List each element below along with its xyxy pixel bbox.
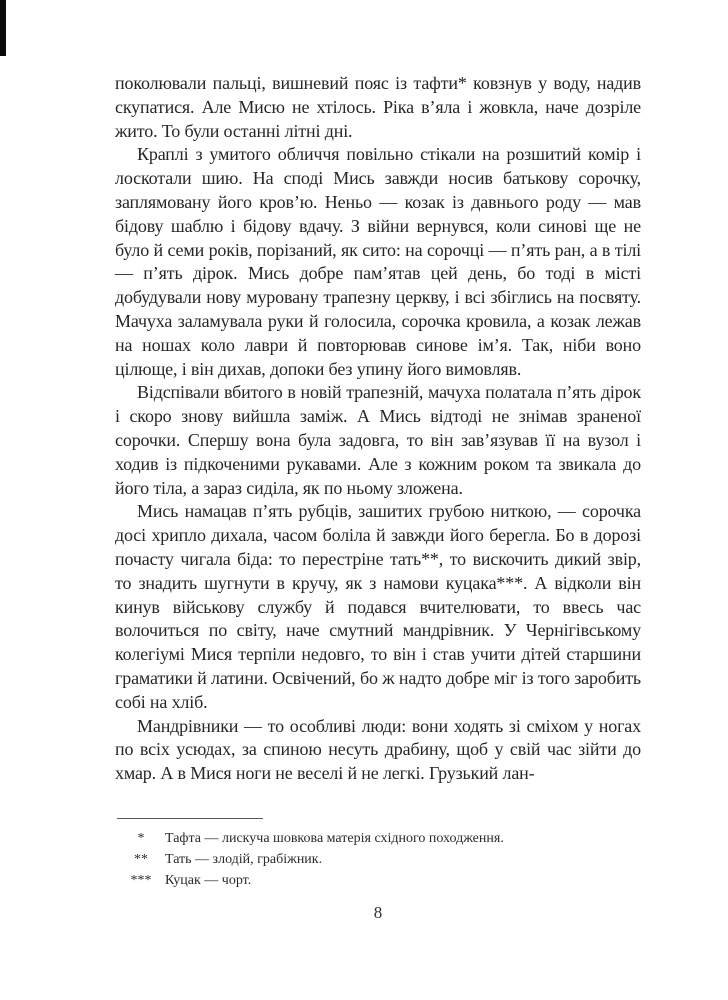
paragraph-continuation: поколювали пальці, вишневий пояс із тафти* ковзнув у воду, надив скупатися. Але Мисю не хтілось. Ріка в’яла і жовкла, наче дозріле жито. То були останні літні дні. xyxy=(115,73,641,141)
footnote-text: Тафта — лискуча шовкова матерія східного походження. xyxy=(165,831,504,846)
footnote xyxy=(117,828,641,849)
footnote-block xyxy=(117,818,641,891)
page-number: 8 xyxy=(373,903,383,922)
paragraph: Мись намацав п’ять рубців, зашитих грубою ниткою, — сорочка досі хрипло дихала, часом боліла й завжди його берегла. Бо в дорозі почасту чигала біда: то перестріне тать**, то вискочить дикий звір, то знадить шугнути в кручу, як з намови куцака***. А відколи він кинув військову службу й подався вчителювати, то ввесь час волочиться по світу, наче смутний мандрівник. У Чернігівському колегіумі Мися терпіли недовго, то він і став учити дітей старшини граматики й латини. Освічений, бо ж надто добре міг із того заробить собі на хліб. xyxy=(115,501,641,712)
scan-edge-artifact xyxy=(0,0,6,56)
paragraph: Краплі з умитого обличчя повільно стікали на розшитий комір і лоскотали шию. На споді Мись завжди носив батькову сорочку, заплямовану його кров’ю. Неньо — козак із давнього роду — мав бідову шаблю і бідову вдачу. З війни вернувся, коли синові ще не було й семи років, порізаний, як сито: на сорочці — п’ять ран, а в тілі — п’ять дірок. Мись добре пам’ятав цей день, бо тоді в місті добудували нову муровану трапезну церкву, і всі збіглись на посвяту. Мачуха заламувала руки й голосила, сорочка кровила, а козак лежав на ношах коло лаври й повторював синове ім’я. Так, ніби воно цілюще, і він дихав, допоки без упину його вимовляв. xyxy=(115,144,641,379)
footnote xyxy=(117,849,641,870)
footnote-marker: *** xyxy=(130,873,152,888)
paragraph: Відспівали вбитого в новій трапезній, мачуха полатала п’ять дірок і скоро знову вийшла заміж. А Мись відтоді не знімав зраненої сорочки. Спершу вона була задовга, то він зав’язував її на вузол і ходив із підкоченими рукавами. Але з кожним роком та звикала до його тіла, а зараз сиділа, як по ньому зложена. xyxy=(115,382,641,498)
footnote-marker: ** xyxy=(134,852,148,867)
footnote-text: Куцак — чорт. xyxy=(165,873,252,888)
footnote-marker: * xyxy=(137,831,145,846)
footnote-text: Тать — злодій, грабіжник. xyxy=(165,852,323,867)
footnote xyxy=(117,870,641,891)
paragraph: Мандрівники — то особливі люди: вони ходять зі сміхом у ногах по всіх усюдах, за спиною несуть драбину, щоб у свій час зійти до хмар. А в Мися ноги не веселі й не легкі. Грузький лан- xyxy=(115,715,641,784)
footnote-separator xyxy=(117,818,263,819)
body-text-block xyxy=(115,72,641,786)
